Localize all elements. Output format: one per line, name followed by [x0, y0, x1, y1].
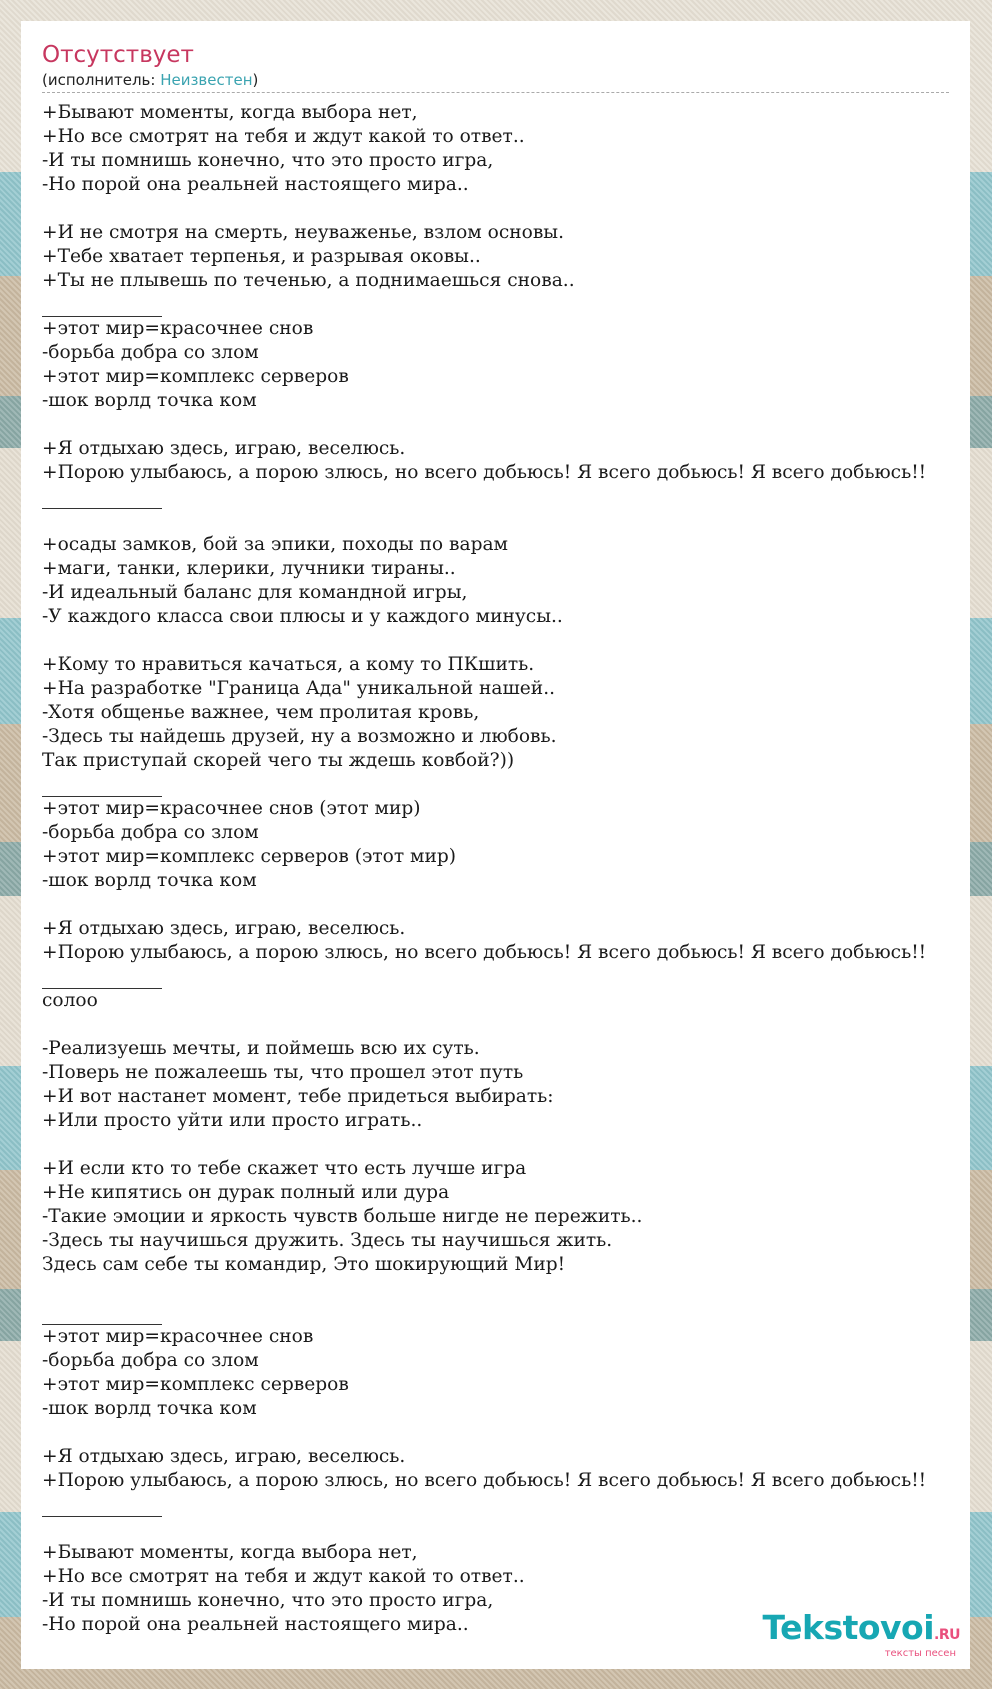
lyric-line: -У каждого класса свои плюсы и у каждого минусы.. [42, 606, 563, 627]
verse-separator [42, 965, 162, 989]
lyric-line: +Порою улыбаюсь, а порою злюсь, но всего добьюсь! Я всего добьюсь! Я всего добьюсь!! [42, 1470, 927, 1491]
logo-tld: .RU [934, 1627, 960, 1643]
lyric-line: +этот мир=комплекс серверов [42, 1374, 349, 1395]
lyric-line: -Поверь не пожалеешь ты, что прошел этот путь [42, 1062, 524, 1083]
lyric-line: +Я отдыхаю здесь, играю, веселюсь. [42, 1446, 406, 1467]
lyric-line: солоо [42, 990, 98, 1011]
lyric-line: +И если кто то тебе скажет что есть лучше игра [42, 1158, 527, 1179]
logo-name: Tekstovoi [762, 1608, 935, 1647]
lyric-line: +этот мир=комплекс серверов (этот мир) [42, 846, 457, 867]
lyric-line: +Но все смотрят на тебя и ждут какой то ответ.. [42, 1566, 525, 1587]
lyric-line: +Бывают моменты, когда выбора нет, [42, 102, 418, 123]
lyrics-card [21, 21, 970, 1669]
lyric-line: +Не кипятись он дурак полный или дура [42, 1182, 450, 1203]
verse-separator [42, 773, 162, 797]
lyric-line: +этот мир=красочнее снов [42, 1326, 314, 1347]
lyric-line: -шок ворлд точка ком [42, 870, 257, 891]
lyric-line [42, 1133, 970, 1157]
logo-tagline: тексты песен [884, 1648, 956, 1659]
lyric-line [42, 893, 970, 917]
lyric-line: Так приступай скорей чего ты ждешь ковбой?)) [42, 750, 515, 771]
lyric-line: +Но все смотрят на тебя и ждут какой то ответ.. [42, 126, 525, 147]
lyric-line: -Но порой она реальней настоящего мира.. [42, 1614, 469, 1635]
verse-separator [42, 293, 162, 317]
lyric-line: -Здесь ты найдешь друзей, ну а возможно и любовь. [42, 726, 557, 747]
verse-separator [42, 485, 162, 509]
lyric-line: -Здесь ты научишься дружить. Здесь ты научишься жить. [42, 1230, 613, 1251]
lyric-line: -Такие эмоции и яркость чувств больше нигде не пережить.. [42, 1206, 643, 1227]
lyric-line: -Но порой она реальней настоящего мира.. [42, 174, 469, 195]
lyric-line: -И ты помнишь конечно, что это просто игра, [42, 1590, 494, 1611]
lyric-line [42, 509, 970, 533]
site-logo[interactable] [762, 1608, 960, 1659]
lyric-line: -Хотя общенье важнее, чем пролитая кровь, [42, 702, 480, 723]
lyric-line [42, 1277, 970, 1301]
artist-link[interactable]: Неизвестен [160, 71, 253, 89]
lyric-line [42, 197, 970, 221]
lyric-line: +И не смотря на смерть, неуваженье, взлом основы. [42, 222, 565, 243]
lyric-line: +Порою улыбаюсь, а порою злюсь, но всего добьюсь! Я всего добьюсь! Я всего добьюсь!! [42, 942, 927, 963]
lyric-line: +На разработке "Граница Ада" уникальной нашей.. [42, 678, 556, 699]
artist-prefix: (исполнитель: [42, 71, 161, 89]
lyric-line [42, 1517, 970, 1541]
verse-separator [42, 1301, 162, 1325]
lyric-line: +Бывают моменты, когда выбора нет, [42, 1542, 418, 1563]
lyric-line: -Реализуешь мечты, и поймешь всю их суть. [42, 1038, 480, 1059]
lyric-line [42, 629, 970, 653]
lyric-line: -борьба добра со злом [42, 822, 259, 843]
song-title: Отсутствует [42, 42, 194, 68]
lyric-line: +Кому то нравиться качаться, а кому то ПКшить. [42, 654, 535, 675]
lyric-line: +Тебе хватает терпенья, и разрывая оковы.. [42, 246, 481, 267]
lyric-line: -И ты помнишь конечно, что это просто игра, [42, 150, 494, 171]
lyric-line [42, 413, 970, 437]
lyric-line: +этот мир=красочнее снов [42, 318, 314, 339]
lyric-line [42, 1013, 970, 1037]
lyric-line: +Или просто уйти или просто играть.. [42, 1110, 423, 1131]
lyric-line [42, 1421, 970, 1445]
lyrics-content [42, 40, 970, 1637]
lyrics-text [42, 101, 970, 1637]
artist-line [42, 70, 949, 93]
lyric-line: -борьба добра со злом [42, 342, 259, 363]
lyric-line: +осады замков, бой за эпики, походы по варам [42, 534, 509, 555]
lyric-line: +Я отдыхаю здесь, играю, веселюсь. [42, 918, 406, 939]
lyric-line: +Я отдыхаю здесь, играю, веселюсь. [42, 438, 406, 459]
lyric-line: +Порою улыбаюсь, а порою злюсь, но всего добьюсь! Я всего добьюсь! Я всего добьюсь!! [42, 462, 927, 483]
lyric-line: Здесь сам себе ты командир, Это шокирующий Мир! [42, 1254, 566, 1275]
lyric-line: +Ты не плывешь по теченью, а поднимаешься снова.. [42, 270, 575, 291]
lyric-line: -шок ворлд точка ком [42, 1398, 257, 1419]
lyric-line: +маги, танки, клерики, лучники тираны.. [42, 558, 456, 579]
lyric-line: +И вот настанет момент, тебе придеться выбирать: [42, 1086, 554, 1107]
lyric-line: -шок ворлд точка ком [42, 390, 257, 411]
artist-suffix: ) [252, 71, 259, 89]
lyric-line: -борьба добра со злом [42, 1350, 259, 1371]
lyric-line: +этот мир=красочнее снов (этот мир) [42, 798, 421, 819]
logo-wordmark [762, 1608, 960, 1652]
lyric-line: -И идеальный баланс для командной игры, [42, 582, 468, 603]
lyric-line: +этот мир=комплекс серверов [42, 366, 349, 387]
verse-separator [42, 1493, 162, 1517]
